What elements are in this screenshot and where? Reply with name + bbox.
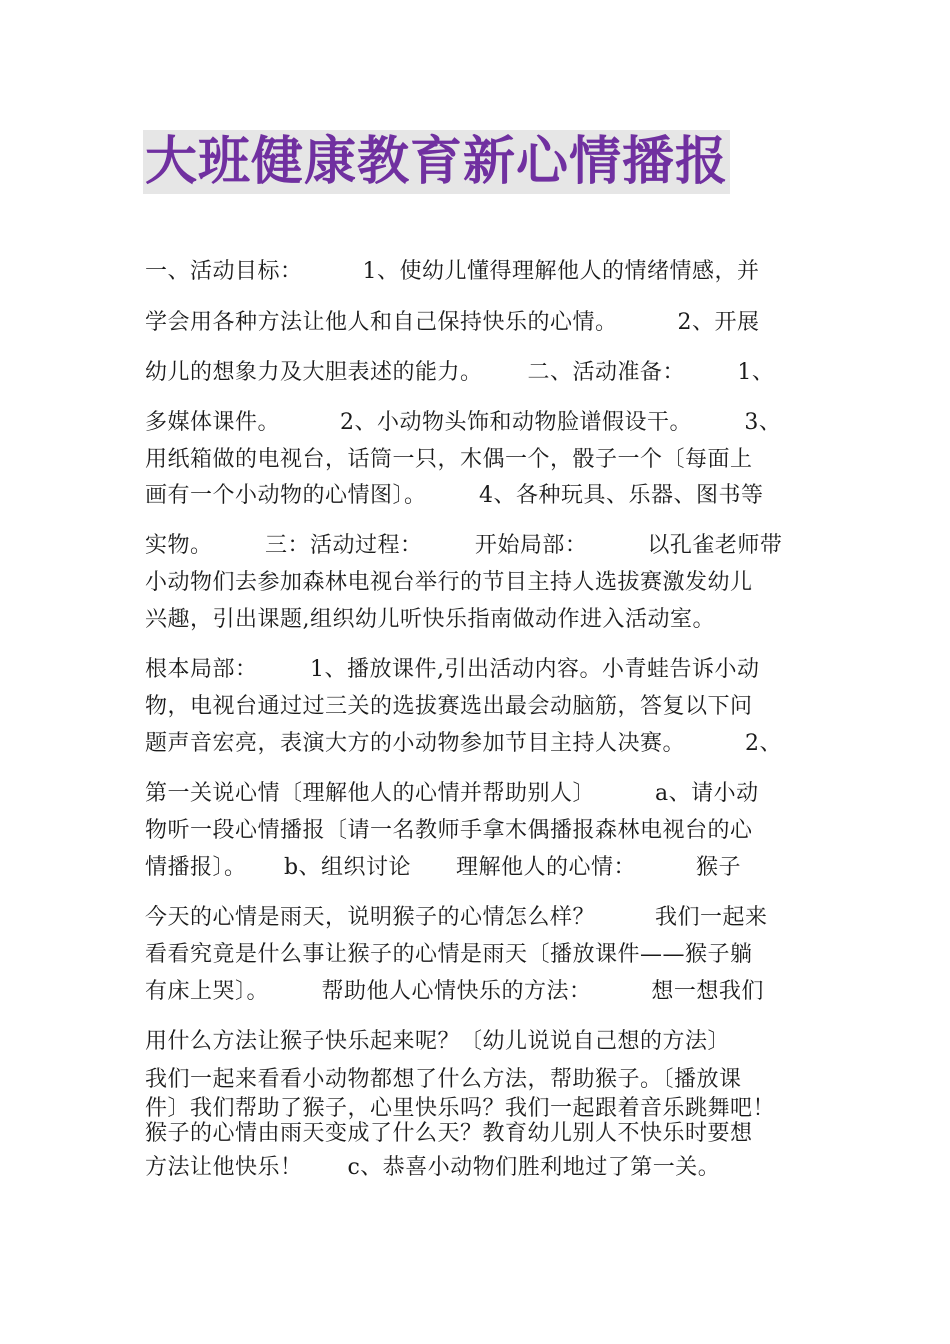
body-line: 件〕我们帮助了猴子，心里快乐吗？我们一起跟着音乐跳舞吧！ <box>145 1096 776 1121</box>
body-line: 多媒体课件。 2、小动物头饰和动物脸谱假设干。 3、 <box>145 410 782 435</box>
body-line: 小动物们去参加森林电视台举行的节目主持人选拔赛激发幼儿 <box>145 570 753 595</box>
body-line: 今天的心情是雨天，说明猴子的心情怎么样？ 我们一起来 <box>145 905 768 930</box>
document-title: 大班健康教育新心情播报 <box>145 132 729 192</box>
body-line: 物，电视台通过过三关的选拔赛选出最会动脑筋，答复以下问 <box>145 694 753 719</box>
body-line: 第一关说心情〔理解他人的心情并帮助别人〕 a、请小动 <box>145 781 759 806</box>
body-line: 看看究竟是什么事让猴子的心情是雨天〔播放课件——猴子躺 <box>145 942 753 967</box>
body-line: 情播报〕。 b、组织讨论 理解他人的心情： 猴子 <box>145 855 741 880</box>
body-line: 根本局部： 1、播放课件,引出活动内容。小青蛙告诉小动 <box>145 657 760 682</box>
body-line: 一、活动目标： 1、使幼儿懂得理解他人的情绪情感，并 <box>145 259 760 284</box>
body-line: 方法让他快乐！ c、恭喜小动物们胜利地过了第一关。 <box>145 1155 721 1180</box>
body-line: 用什么方法让猴子快乐起来呢？〔幼儿说说自己想的方法〕 <box>145 1029 731 1054</box>
body-line: 物听一段心情播报〔请一名教师手拿木偶播报森林电视台的心 <box>145 818 753 843</box>
body-line: 我们一起来看看小动物都想了什么方法，帮助猴子。〔播放课 <box>145 1067 742 1092</box>
body-line: 兴趣，引出课题,组织幼儿听快乐指南做动作进入活动室。 <box>145 607 715 632</box>
body-line: 用纸箱做的电视台，话筒一只，木偶一个，骰子一个〔每面上 <box>145 447 753 472</box>
body-line: 题声音宏亮，表演大方的小动物参加节目主持人决赛。 2、 <box>145 731 782 756</box>
body-line: 实物。 三：活动过程： 开始局部： 以孔雀老师带 <box>145 533 783 558</box>
body-line: 学会用各种方法让他人和自己保持快乐的心情。 2、开展 <box>145 310 760 335</box>
body-line: 猴子的心情由雨天变成了什么天？教育幼儿别人不快乐时要想 <box>145 1121 753 1146</box>
body-line: 幼儿的想象力及大胆表述的能力。 二、活动准备： 1、 <box>145 360 775 385</box>
body-line: 有床上哭〕。 帮助他人心情快乐的方法： 想一想我们 <box>145 979 764 1004</box>
body-line: 画有一个小动物的心情图〕。 4、各种玩具、乐器、图书等 <box>145 483 764 508</box>
